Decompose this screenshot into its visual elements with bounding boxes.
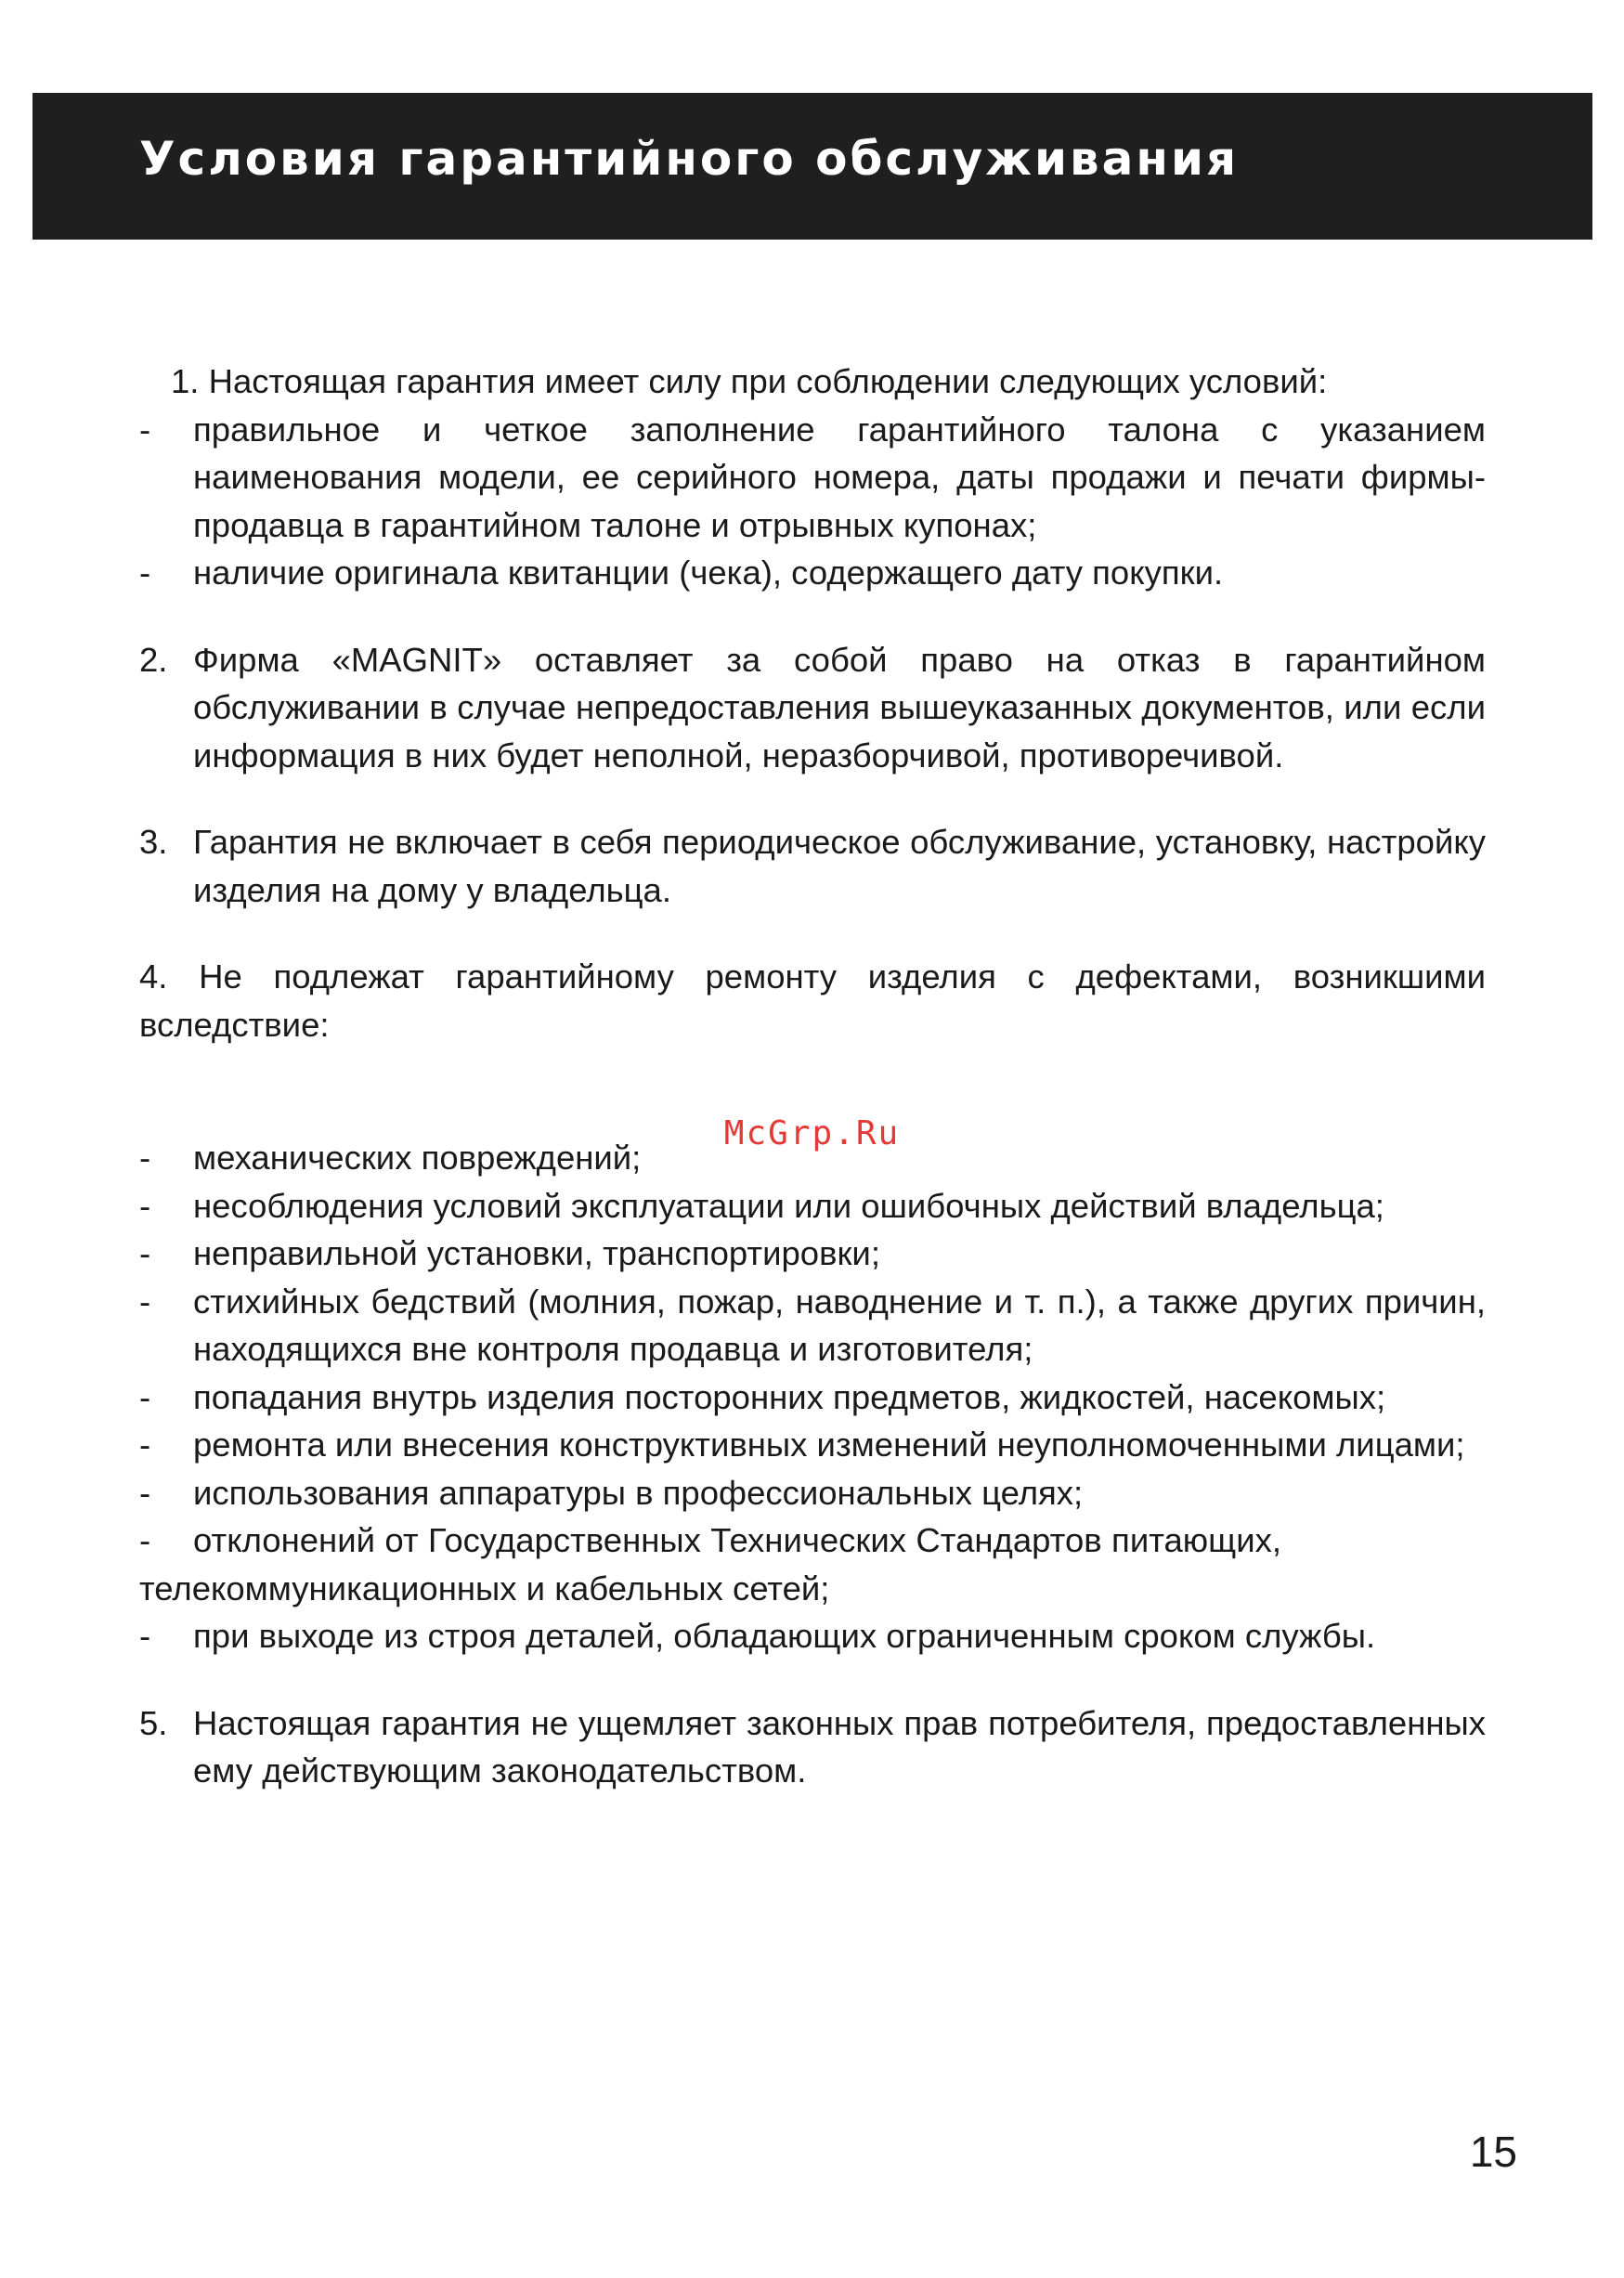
list-item-text: при выходе из строя деталей, обладающих ограниченным сроком службы. [193,1617,1376,1655]
dash-marker: - [139,410,151,449]
list-item-text: стихийных бедствий (молния, пожар, наводнение и т. п.), а также других причин, находящихся вне контроля продавца и изготовителя; [193,1282,1486,1368]
section-3 [139,818,1486,914]
section-number: 5. [139,1703,168,1742]
list-item [139,549,1486,597]
list-item [139,1230,1486,1278]
section-text: Фирма «MAGNIT» оставляет за собой право на отказ в гарантийном обслуживании в случае непредоставления вышеуказанных документов, или если информация в них будет неполной, неразборчивой, противоречивой. [193,640,1486,775]
dash-marker: - [139,1186,151,1225]
list-item [139,1134,1486,1182]
dash-marker: - [139,1473,151,1512]
list-item [139,1182,1486,1230]
dash-marker: - [139,553,151,592]
dash-marker: - [139,1282,151,1321]
section-number: 3. [139,823,168,861]
list-item [139,1469,1486,1517]
spacer [139,597,1486,636]
page-number: 15 [1469,2128,1517,2176]
dash-marker: - [139,1234,151,1272]
section-2 [139,636,1486,780]
list-item [139,1373,1486,1422]
dash-marker: - [139,1617,151,1655]
list-item [139,1421,1486,1469]
document-body [139,358,1486,1795]
list-item-text: попадания внутрь изделия посторонних предметов, жидкостей, насекомых; [193,1377,1386,1416]
list-item-text: механических повреждений; [193,1139,642,1177]
section-4-intro: 4. Не подлежат гарантийному ремонту изделия с дефектами, возникшими вследствие: [139,957,1486,1044]
spacer [139,779,1486,818]
section-5 [139,1699,1486,1795]
watermark-text: McGrp.Ru [723,1114,901,1152]
dash-marker: - [139,1521,151,1559]
section-number: 2. [139,640,168,679]
dash-marker: - [139,1139,151,1177]
list-item-text: неправильной установки, транспортировки; [193,1234,880,1272]
list-item-text: использования аппаратуры в профессиональных целях; [193,1473,1084,1512]
list-item [139,1278,1486,1373]
dash-marker: - [139,1425,151,1464]
list-item-text: наличие оригинала квитанции (чека), содержащего дату покупки. [193,553,1224,592]
list-item-text: отклонений от Государственных Технических Стандартов питающих, телекоммуникационных и кабельных сетей; [139,1521,1281,1608]
section-text: Гарантия не включает в себя периодическое обслуживание, установку, настройку изделия на дому у владельца. [193,823,1486,909]
list-item [139,406,1486,550]
list-item [139,1516,1486,1612]
section-1-intro: 1. Настоящая гарантия имеет силу при соблюдении следующих условий: [171,362,1328,400]
dash-marker: - [139,1377,151,1416]
list-item-text: несоблюдения условий эксплуатации или ошибочных действий владельца; [193,1186,1384,1225]
list-item-text: ремонта или внесения конструктивных изменений неуполномоченными лицами; [193,1425,1465,1464]
spacer [139,914,1486,953]
spacer [139,1660,1486,1699]
list-item-text: правильное и четкое заполнение гарантийного талона с указанием наименования модели, ее серийного номера, даты продажи и печати фирмы-продавца в гарантийном талоне и отрывных купонах; [193,410,1486,544]
page-title: Условия гарантийного обслуживания [139,132,1240,186]
spacer [139,1048,1486,1134]
section-text: Настоящая гарантия не ущемляет законных прав потребителя, предоставленных ему действующим законодательством. [193,1703,1486,1790]
list-item [139,1612,1486,1660]
